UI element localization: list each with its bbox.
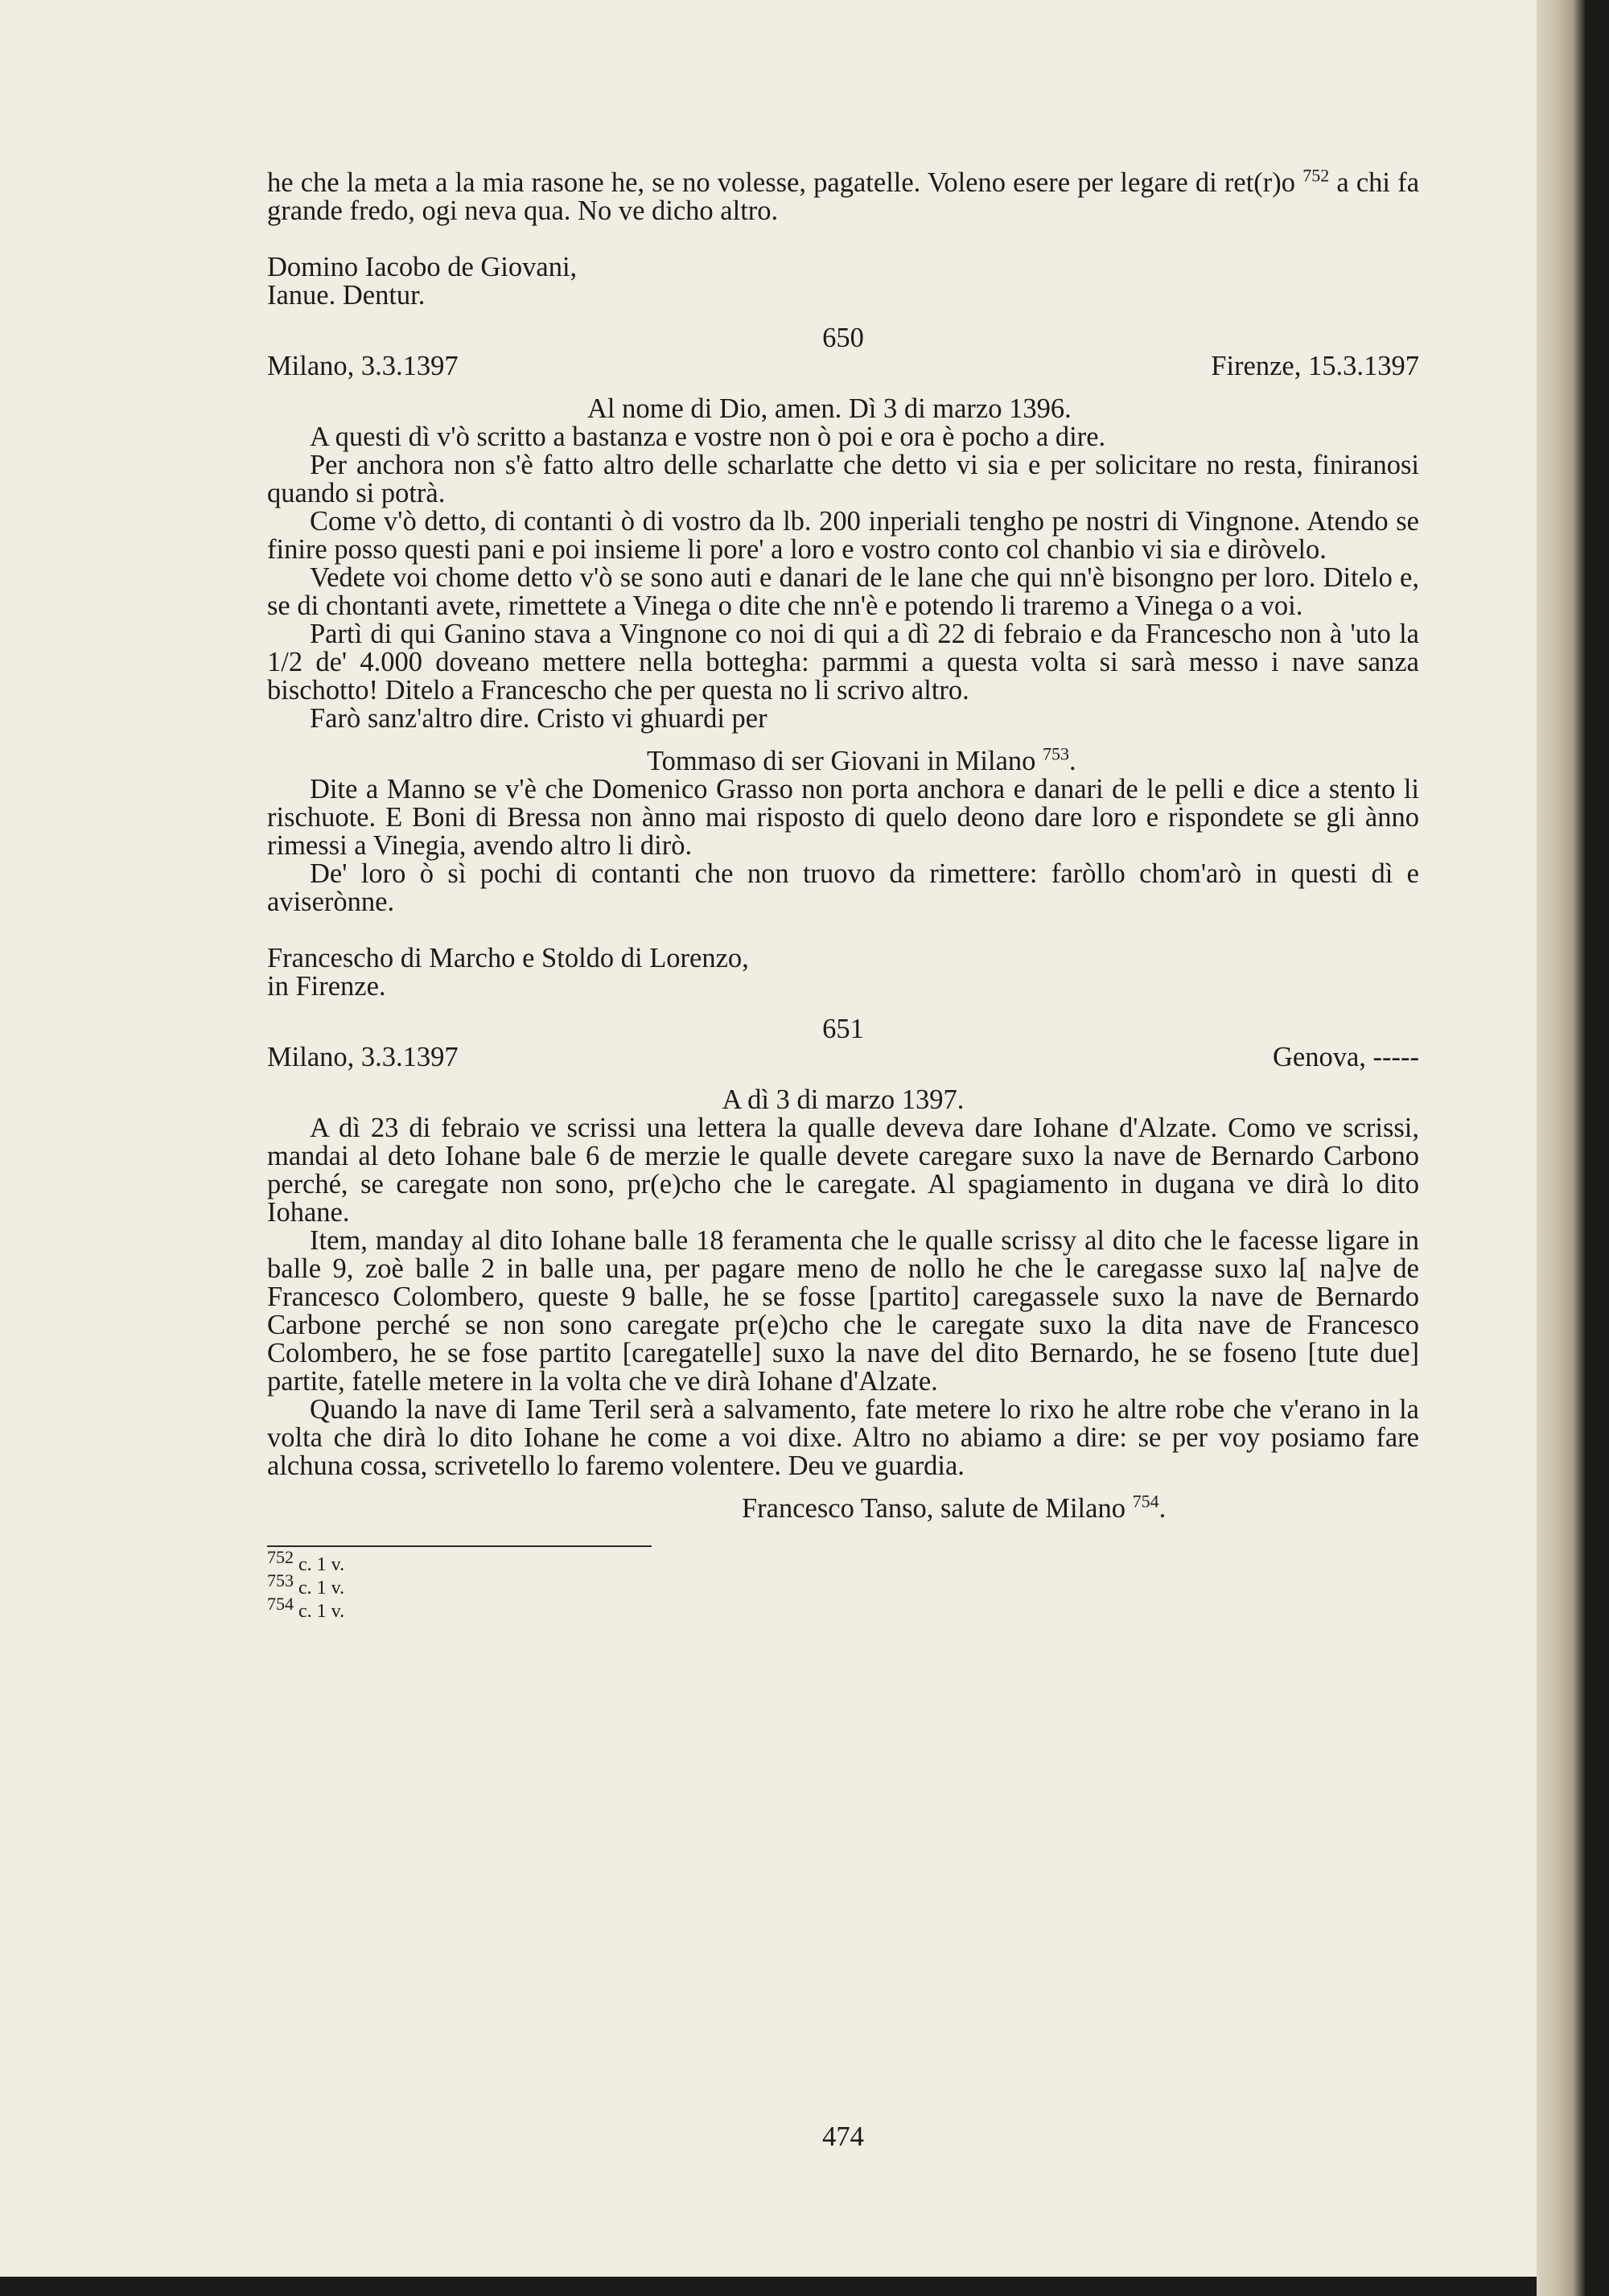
- paragraph: Come v'ò detto, di contanti ò di vostro da lb. 200 inperiali tengho pe nostri di Vingnone. Atendo se finire posso questi pani e poi insieme li pore' a loro e vostro conto col chanbio vi sia e diròvelo.: [267, 506, 1419, 565]
- page-body: [267, 165, 1420, 1623]
- paragraph: Per anchora non s'è fatto altro delle scharlatte che detto vi sia e per solicitare no resta, finiranosi quando si potrà.: [267, 450, 1419, 508]
- letter-destination: Genova, -----: [1273, 1042, 1419, 1072]
- address-line: Francescho di Marcho e Stoldo di Lorenzo,: [267, 943, 749, 973]
- paragraph: A questi dì v'ò scritto a bastanza e vostre non ò poi e ora è pocho a dire.: [310, 422, 1106, 452]
- letter-header: [267, 1043, 1419, 1072]
- paragraph: Item, manday al dito Iohane balle 18 feramenta che le qualle scrissy al dito che le facesse ligare in balle 9, zoè balle 2 in balle una, per pagare meno de nollo he che le caregasse suxo la[ na]ve de Francesco Colombero, queste 9 balle, he se fosse [partito] caregassele suxo la nave de Bernardo Carbone perché se non sono caregate pr(e)cho che le caregate suxo la dita nave de Francesco Colombero, he se fose partito [caregatelle] suxo la nave del dito Bernardo, he se foseno [tute due] partite, fatelle metere in la volta che ve dirà Iohane d'Alzate.: [267, 1225, 1419, 1397]
- paragraph: A dì 23 di febraio ve scrissi una lettera la qualle deveva dare Iohane d'Alzate. Como ve scrissi, mandai al deto Iohane bale 6 de merzie le qualle devete caregare suxo la nave de Bernardo Carbono perché, se caregate non sono, pr(e)cho che le caregate. Al spagiamento in dugana ve dirà lo dito Iohane.: [267, 1113, 1419, 1228]
- letter-signature: Tommaso di ser Giovani in Milano $^{753}$.: [647, 743, 1076, 776]
- address-line: Ianue. Dentur.: [267, 280, 426, 311]
- paragraph: Farò sanz'altro dire. Cristo vi ghuardi per: [310, 703, 767, 734]
- footnote-ref-754[interactable]: 754: [1132, 1491, 1159, 1512]
- book-page-edge: [1537, 0, 1585, 2296]
- letter-number: 651: [822, 1014, 864, 1044]
- footnote-ref-753[interactable]: 753: [1043, 743, 1070, 764]
- paragraph: Partì di qui Ganino stava a Vingnone co noi di qui a dì 22 di febraio e da Franceschо non à 'uto la 1/2 de' 4.000 doveano mettere nella bottegha: parmmi a questa volta si sarà messo i nave sanza bischotto! Ditelo a Francescho che per questa no li scrivo altro.: [267, 619, 1419, 706]
- address-line: in Firenze.: [267, 971, 386, 1002]
- footnote-ref-752[interactable]: 752: [1302, 165, 1330, 186]
- letter-destination: Firenze, 15.3.1397: [1211, 351, 1419, 381]
- letter-salutation: A dì 3 di marzo 1397.: [722, 1084, 965, 1115]
- footnote: $^{752}$ c. 1 v.: [267, 1547, 345, 1575]
- letter-signature: Francesco Tanso, salute de Milano $^{754}$.: [742, 1491, 1167, 1524]
- address-line: Domino Iacobo de Giovani,: [267, 252, 578, 282]
- page-number: 474: [822, 2121, 864, 2152]
- letter-header: [267, 352, 1419, 381]
- letter-origin: Milano, 3.3.1397: [267, 1042, 459, 1072]
- paragraph: Vedete voi chome detto v'ò se sono auti e danari de le lane che qui nn'è bisongno per loro. Ditelo e, se di chontanti avete, rimettete a Vinega o dite che nn'è e potendo li traremo a Vinega o a voi.: [267, 562, 1419, 621]
- paragraph: Quando la nave di Iame Teril serà a salvamento, fate metere lo rixo he altre robe che v'erano in la volta che dirà lo dito Iohane he come a voi dixe. Altro no abiamo a dire: se per voy posiamo fare alchuna cossa, scrivetello lo faremo volentere. Deu ve guardia.: [267, 1394, 1419, 1481]
- letter-end-paragraph: he che la meta a la mia rasone he, se no volesse, pagatelle. Voleno esere per legare di ret(r)o $^{752}$ a chi fa grande fredo, ogi neva qua. No ve dicho altro.: [267, 165, 1420, 226]
- paragraph: Dite a Manno se v'è che Domenico Grasso non porta anchora e danari de le pelli e dice a stento li rischuote. E Boni di Bressa non ànno mai risposto di quelo deono dare loro e rispondete se gli ànno rimessi a Vinegia, avendo altro li dirò.: [267, 774, 1419, 861]
- paragraph: De' loro ò sì pochi di contanti che non truovo da rimettere: faròllo chom'arò in questi dì e aviserònne.: [267, 858, 1419, 917]
- footnote: $^{754}$ c. 1 v.: [267, 1594, 345, 1622]
- letter-number: 650: [822, 323, 864, 353]
- footnote-divider: [267, 1545, 652, 1547]
- letter-origin: Milano, 3.3.1397: [267, 351, 459, 381]
- letter-salutation: Al nome di Dio, amen. Dì 3 di marzo 1396.: [587, 393, 1072, 424]
- footnote: $^{753}$ c. 1 v.: [267, 1570, 345, 1599]
